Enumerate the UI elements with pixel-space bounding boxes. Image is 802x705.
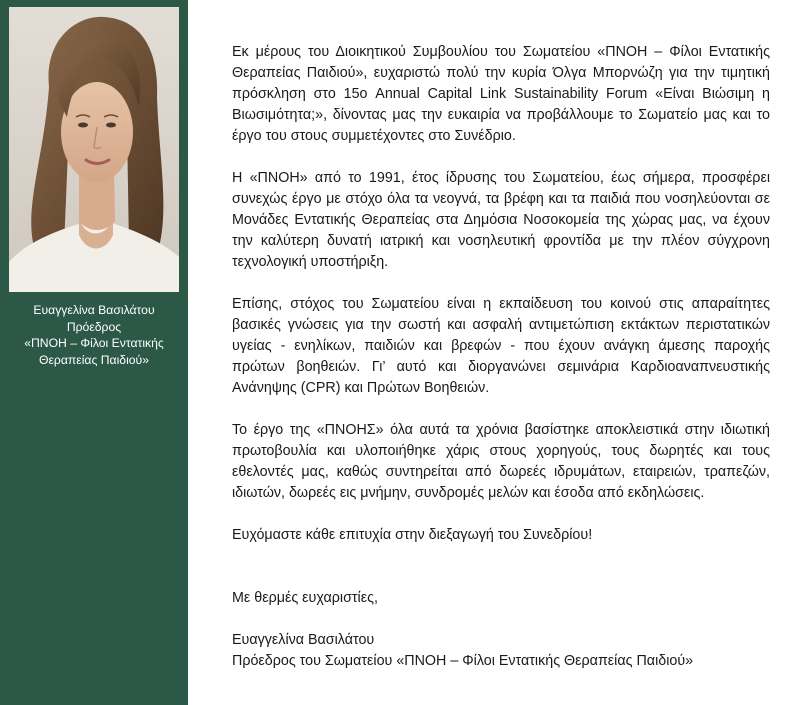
letter-paragraph-history: Η «ΠΝΟΗ» από το 1991, έτος ίδρυσης του Σωματείου, έως σήμερα, προσφέρει συνεχώς έργο με στόχο όλα τα νεογνά, τα βρέφη και τα παιδιά που νοσηλεύονται σε Μονάδες Εντατικής Θεραπείας στα Δημόσια Νοσοκομεία της χώρας μας, να έχουν την καλύτερη δυνατή ιατρική και νοσηλευτική φροντίδα με την πλέον σύγχρονη τεχνολογική υποστήριξη. — [232, 170, 770, 270]
letter-body — [232, 42, 770, 672]
letter-signature — [232, 630, 770, 672]
caption-organization-line-2: Θεραπείας Παιδιού» — [38, 352, 149, 367]
caption-role: Πρόεδρος — [66, 319, 122, 334]
signature-name: Ευαγγελίνα Βασιλάτου — [232, 632, 375, 648]
portrait-illustration — [9, 7, 179, 292]
portrait-photo — [9, 7, 179, 292]
letter-paragraph-wishes: Ευχόμαστε κάθε επιτυχία στην διεξαγωγή του Συνεδρίου! — [232, 527, 593, 543]
letter-closing: Με θερμές ευχαριστίες, — [232, 590, 378, 606]
letter-paragraph-thanks: Εκ μέρους του Διοικητικού Συμβουλίου του Σωματείου «ΠΝΟΗ – Φίλοι Εντατικής Θεραπείας Παιδιού», ευχαριστώ πολύ την κυρία Όλγα Μπορνώζη για την τιμητική πρόσκληση στο 15ο Annual Capital Link Sustainability Forum «Είναι Βιώσιμη η Βιωσιμότητα;», δίνοντας μας την ευκαιρία να προβάλλουμε το Σωματείο μας και το έργο του στους συμμετέχοντες στο Συνέδριο. — [232, 44, 770, 144]
portrait-caption — [4, 302, 184, 368]
letter-paragraph-education: Επίσης, στόχος του Σωματείου είναι η εκπαίδευση του κοινού στις απαραίτητες βασικές γνώσεις για την σωστή και ασφαλή αντιμετώπιση εκτάκτων περιστατικών υγείας - ενηλίκων, παιδιών και βρεφών - που έχουν ανάγκη άμεσης παροχής πρώτων βοηθειών. Γι’ αυτό και διοργανώνει σεμινάρια Καρδιοαναπνευστικής Ανάνηψης (CPR) και Πρώτων Βοηθειών. — [232, 296, 770, 396]
letter-paragraph-funding: Το έργο της «ΠΝΟΗΣ» όλα αυτά τα χρόνια βασίστηκε αποκλειστικά στην ιδιωτική πρωτοβουλία και υλοποιήθηκε χάρις στους χορηγούς, τους δωρητές και τους εθελοντές μας, καθώς συντηρείται από δωρεές ιδρυμάτων, εταιρειών, τραπεζών, ιδιωτών, δωρεές εις μνήμην, συνδρομές μελών και έσοδα από εκδηλώσεις. — [232, 422, 770, 501]
caption-organization-line-1: «ΠΝΟΗ – Φίλοι Εντατικής — [24, 336, 164, 350]
caption-name: Ευαγγελίνα Βασιλάτου — [33, 303, 155, 317]
sidebar-panel — [0, 0, 188, 705]
signature-title: Πρόεδρος του Σωματείου «ΠΝΟΗ – Φίλοι Εντατικής Θεραπείας Παιδιού» — [232, 653, 694, 669]
